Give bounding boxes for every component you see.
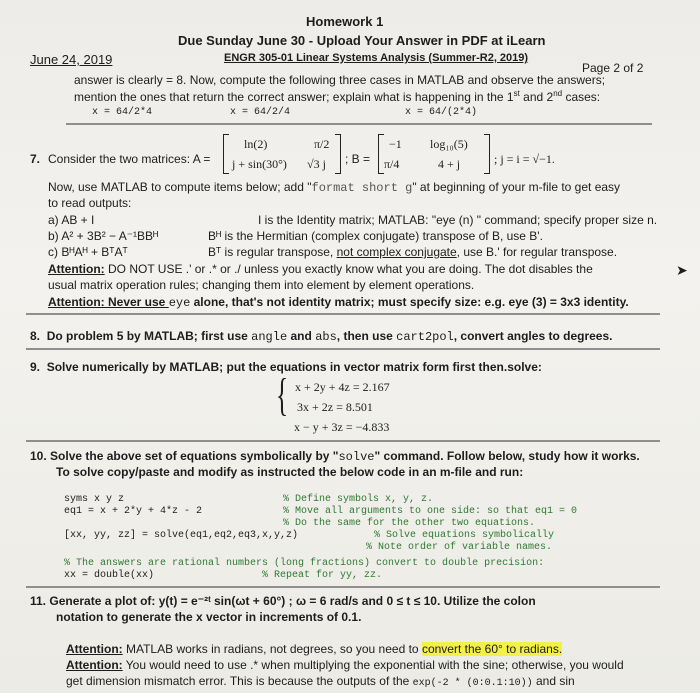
attention-text: alone, that's not identity matrix; must specify size: e.g. eye (3) = 3x3 identity. xyxy=(190,295,629,309)
instruction-text: " at beginning of your m-file to get easy xyxy=(412,180,621,194)
attention-text: get dimension mismatch error. This is because the outputs of the xyxy=(66,674,413,688)
code-line-4: [xx, yy, zz] = solve(eq1,eq2,eq3,x,y,z) xyxy=(64,530,299,541)
code-eye: eye xyxy=(168,296,191,310)
problem-11-number: 11. xyxy=(30,594,47,608)
sup-nd: nd xyxy=(553,89,563,98)
attention-1 xyxy=(48,262,593,276)
item-c-underlined: not complex conjugate xyxy=(336,245,457,259)
instruction-text: Now, use MATLAB to compute items below; add " xyxy=(48,180,312,194)
code-abs: abs xyxy=(315,330,337,344)
item-c-text: , use B.' for regular transpose. xyxy=(456,245,618,259)
code-comment-repeat: % Repeat for yy, zz. xyxy=(262,570,383,581)
problem-7-instruction xyxy=(48,180,620,195)
case-3: x = 64/(2*4) xyxy=(405,107,478,118)
attention-label: Attention: xyxy=(66,642,123,656)
divider xyxy=(26,440,660,442)
problem-7-instruction-2: to read outputs: xyxy=(48,196,132,210)
problem-8-text: , convert angles to degrees. xyxy=(453,329,613,343)
divider xyxy=(26,313,660,315)
code-exp: exp(-2 * (0:0.1:10)) xyxy=(412,678,533,689)
code-line-2: eq1 = x + 2*y + 4*z - 2 xyxy=(64,506,203,517)
problem-8-number: 8. xyxy=(30,329,41,343)
homework-title: Homework 1 xyxy=(306,14,384,29)
divider xyxy=(26,348,660,350)
matrix-b-12: log₁₀(5) xyxy=(430,137,468,151)
sup-st: st xyxy=(513,89,520,98)
matrix-b-21: π/4 xyxy=(384,157,400,171)
code-comment-1: % Define symbols x, y, z. xyxy=(283,494,434,505)
attention-text: and sin xyxy=(532,674,575,688)
matrix-a-12: π/2 xyxy=(314,137,330,151)
equation-brace: { xyxy=(276,369,289,420)
code-angle: angle xyxy=(251,330,288,344)
equation-2: 3x + 2z = 8.501 xyxy=(297,400,373,414)
code-solve: solve xyxy=(338,450,375,464)
code-comment-3: % Do the same for the other two equations. xyxy=(283,518,536,529)
code-double: xx = double(xx) xyxy=(64,570,155,581)
problem-10-line-2: To solve copy/paste and modify as instructed the below code in an m-file and run: xyxy=(56,465,524,479)
problem-10-number: 10. xyxy=(30,449,47,463)
problem-7-number: 7. xyxy=(30,152,41,166)
problem-10-text: Solve the above set of equations symbolically by " xyxy=(50,449,339,463)
item-c-text: Bᵀ is regular transpose, xyxy=(208,245,337,259)
matrix-b-22: 4 + j xyxy=(438,157,461,171)
item-c-label: c) BᴴAᴴ + BᵀAᵀ xyxy=(48,245,128,259)
problem-8-text: Do problem 5 by MATLAB; first use xyxy=(46,329,252,343)
code-cart2pol: cart2pol xyxy=(396,330,454,344)
intro-line-1: answer is clearly = 8. Now, compute the following three cases in MATLAB and observe the answers; xyxy=(74,73,606,87)
cursor-pointer-icon: ➤ xyxy=(676,262,688,278)
problem-9-number: 9. xyxy=(30,360,41,374)
problem-8-text: and xyxy=(287,329,316,343)
j-definition: ; j = i = √−1. xyxy=(494,152,555,166)
attention-1-line-2: usual matrix operation rules; changing them into element by element operations. xyxy=(48,278,475,292)
highlighted-text: convert the 60° to radians. xyxy=(421,642,563,656)
attention-label: Attention: xyxy=(48,262,105,276)
course-name: ENGR 305-01 Linear Systems Analysis (Summer-R2, 2019) xyxy=(224,52,529,64)
code-comment-answers: % The answers are rational numbers (long fractions) convert to double precision: xyxy=(64,558,545,569)
code-comment-5: % Note order of variable names. xyxy=(366,542,553,553)
attention-text: You would need to use .* when multiplying the exponential with the sine; otherwise, you would xyxy=(122,658,624,672)
item-a-label: a) AB + I xyxy=(48,213,95,227)
attention-text: DO NOT USE .' or .* or ./ unless you exactly know what you are doing. The dot disables the xyxy=(104,262,593,276)
divider xyxy=(26,586,660,588)
matrix-b-lead: ; B = xyxy=(345,152,371,166)
header-date: June 24, 2019 xyxy=(30,52,113,67)
problem-8 xyxy=(30,329,612,344)
equation-1: x + 2y + 4z = 2.167 xyxy=(295,380,390,394)
item-b-label: b) A² + 3B² − A⁻¹BBᴴ xyxy=(48,229,159,243)
problem-11-line-2: notation to generate the x vector in increments of 0.1. xyxy=(56,610,362,624)
matrix-a-22: √3 j xyxy=(307,157,326,171)
attention-text: MATLAB works in radians, not degrees, so you need to xyxy=(122,642,422,656)
matrix-a-11: ln(2) xyxy=(244,137,268,151)
due-line: Due Sunday June 30 - Upload Your Answer in PDF at iLearn xyxy=(178,33,546,48)
case-2: x = 64/2/4 xyxy=(230,107,291,118)
problem-11 xyxy=(30,594,536,608)
intro-text: mention the ones that return the correct answer; explain what is happening in the 1 xyxy=(74,90,514,104)
matrix-b-11: −1 xyxy=(389,137,402,151)
code-format-short-g: format short g xyxy=(311,181,413,195)
problem-7-lead: Consider the two matrices: A = xyxy=(48,152,211,166)
divider xyxy=(66,123,652,125)
matrix-b-right-bracket xyxy=(484,134,490,174)
intro-text: cases: xyxy=(562,90,601,104)
equation-3: x − y + 3z = −4.833 xyxy=(294,420,390,434)
item-a-desc: I is the Identity matrix; MATLAB: "eye (n) " command; specify proper size n. xyxy=(258,213,658,227)
case-1: x = 64/2*4 xyxy=(92,107,153,118)
attention-label: Attention: Never use xyxy=(48,295,169,309)
item-b-desc: Bᴴ is the Hermitian (complex conjugate) transpose of B, use B'. xyxy=(208,229,543,243)
code-comment-4: % Solve equations symbolically xyxy=(374,530,555,541)
problem-10 xyxy=(30,449,640,464)
code-line-1: syms x y z xyxy=(64,494,125,505)
attention-2 xyxy=(48,295,629,310)
problem-10-text: " command. Follow below, study how it works. xyxy=(374,449,640,463)
attention-3 xyxy=(66,642,562,656)
attention-4-line-2 xyxy=(66,674,575,689)
problem-11-text: Generate a plot of: y(t) = e⁻²ᵗ sin(ωt + 60°) ; ω = 6 rad/s and 0 ≤ t ≤ 10. Utilize the colon xyxy=(49,594,536,608)
code-comment-2: % Move all arguments to one side: so that eq1 = 0 xyxy=(283,506,578,517)
intro-text: and 2 xyxy=(519,90,554,104)
matrix-a-21: j + sin(30°) xyxy=(232,157,287,171)
matrix-a-right-bracket xyxy=(335,134,341,174)
problem-9-text: Solve numerically by MATLAB; put the equations in vector matrix form first then.solve: xyxy=(46,360,542,374)
attention-label: Attention: xyxy=(66,658,123,672)
problem-8-text: , then use xyxy=(336,329,397,343)
attention-4 xyxy=(66,658,624,672)
item-c-desc xyxy=(208,245,617,259)
matrix-a-left-bracket xyxy=(223,134,229,174)
intro-line-2 xyxy=(74,89,600,104)
page-number: Page 2 of 2 xyxy=(582,61,644,75)
